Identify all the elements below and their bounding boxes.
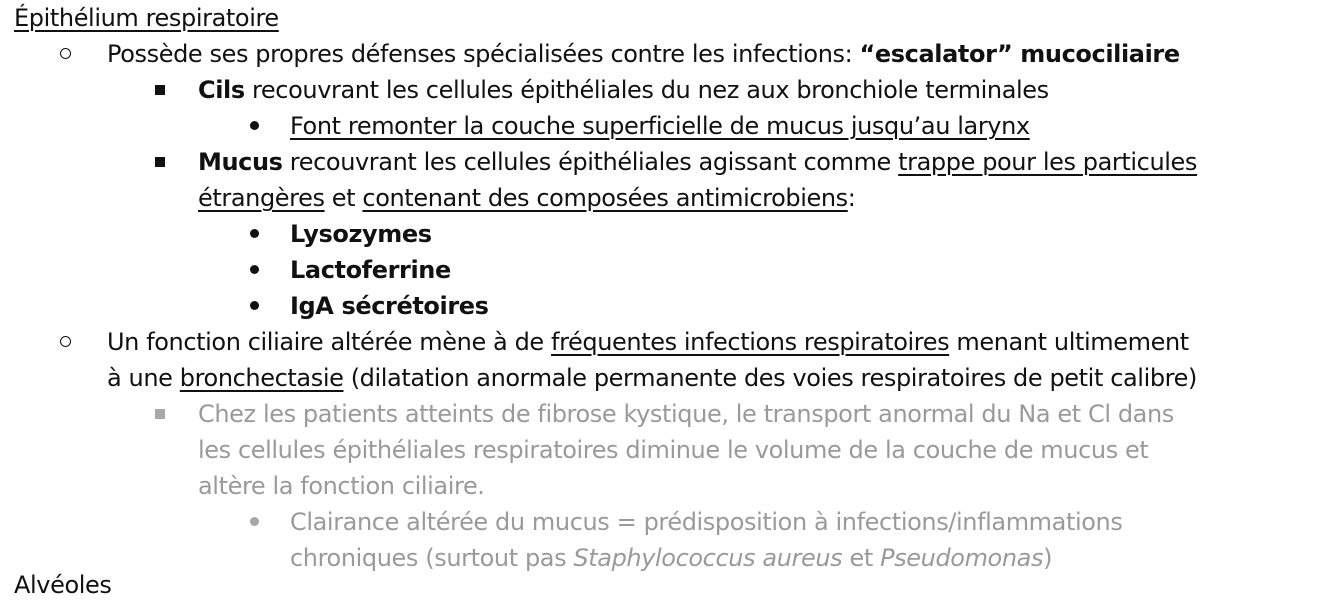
item-text: Un fonction ciliaire altérée mène à de [107,328,552,356]
heading-text: Épithélium respiratoire [14,4,279,32]
item-text: : [847,184,856,212]
underlined-text: trappe pour les particules [898,148,1198,176]
list-item-mucus [198,144,1197,180]
list-item-mucus-cont [198,180,855,216]
bold-term: Mucus [198,148,283,176]
circle-bullet-icon [60,48,71,59]
list-item-clairance: Clairance altérée du mucus = prédisposition à infections/inflammations [290,508,1123,536]
item-text: recouvrant les cellules épithéliales du nez aux bronchiole terminales [244,76,1049,104]
list-item-lysozymes: Lysozymes [290,220,432,248]
item-text: et [324,184,363,212]
list-item-fibrose-end: altère la fonction ciliaire. [198,472,485,500]
list-item-fonction-ciliaire [107,324,1189,360]
list-item-clairance-cont [290,540,1052,576]
square-bullet-icon [155,409,165,419]
list-item-font-remonter [290,108,1030,144]
underlined-text: contenant des composées antimicrobiens [362,184,848,212]
item-text: à une [107,364,180,392]
item-text: menant ultimement [949,328,1189,356]
item-text: Possède ses propres défenses spécialisées contre les infections: [107,40,860,68]
item-text: (dilatation anormale permanente des voies respiratoires de petit calibre) [343,364,1197,392]
dot-bullet-icon [250,229,259,238]
item-text: recouvrant les cellules épithéliales agissant comme [282,148,899,176]
list-item-cils [198,72,1049,108]
dot-bullet-icon [250,121,259,130]
square-bullet-icon [155,157,165,167]
list-item-defenses [107,36,1180,72]
underlined-text: bronchectasie [179,364,344,392]
list-item-iga: IgA sécrétoires [290,292,489,320]
bold-term: Cils [198,76,245,104]
dot-bullet-icon [250,301,259,310]
next-heading-cut: Alvéoles [14,571,112,599]
bold-term: “escalator” mucociliaire [859,40,1180,68]
item-text: et [842,544,881,572]
underlined-text: Font remonter la couche superficielle de mucus jusqu’au larynx [290,112,1030,140]
list-item-fonction-ciliaire-cont [107,360,1197,396]
underlined-text: étrangères [198,184,325,212]
item-text: ) [1043,544,1053,572]
dot-bullet-icon [250,265,259,274]
list-item-fibrose: Chez les patients atteints de fibrose kystique, le transport anormal du Na et Cl dans [198,400,1174,428]
item-text: chroniques (surtout pas [290,544,574,572]
square-bullet-icon [155,85,165,95]
list-item-fibrose-cont: les cellules épithéliales respiratoires diminue le volume de la couche de mucus et [198,436,1149,464]
circle-bullet-icon [60,336,71,347]
underlined-text: fréquentes infections respiratoires [551,328,950,356]
dot-bullet-icon [250,517,259,526]
section-heading [14,0,279,36]
list-item-lactoferrine: Lactoferrine [290,256,451,284]
italic-text: Pseudomonas [880,544,1044,572]
italic-text: Staphylococcus aureus [573,544,843,572]
